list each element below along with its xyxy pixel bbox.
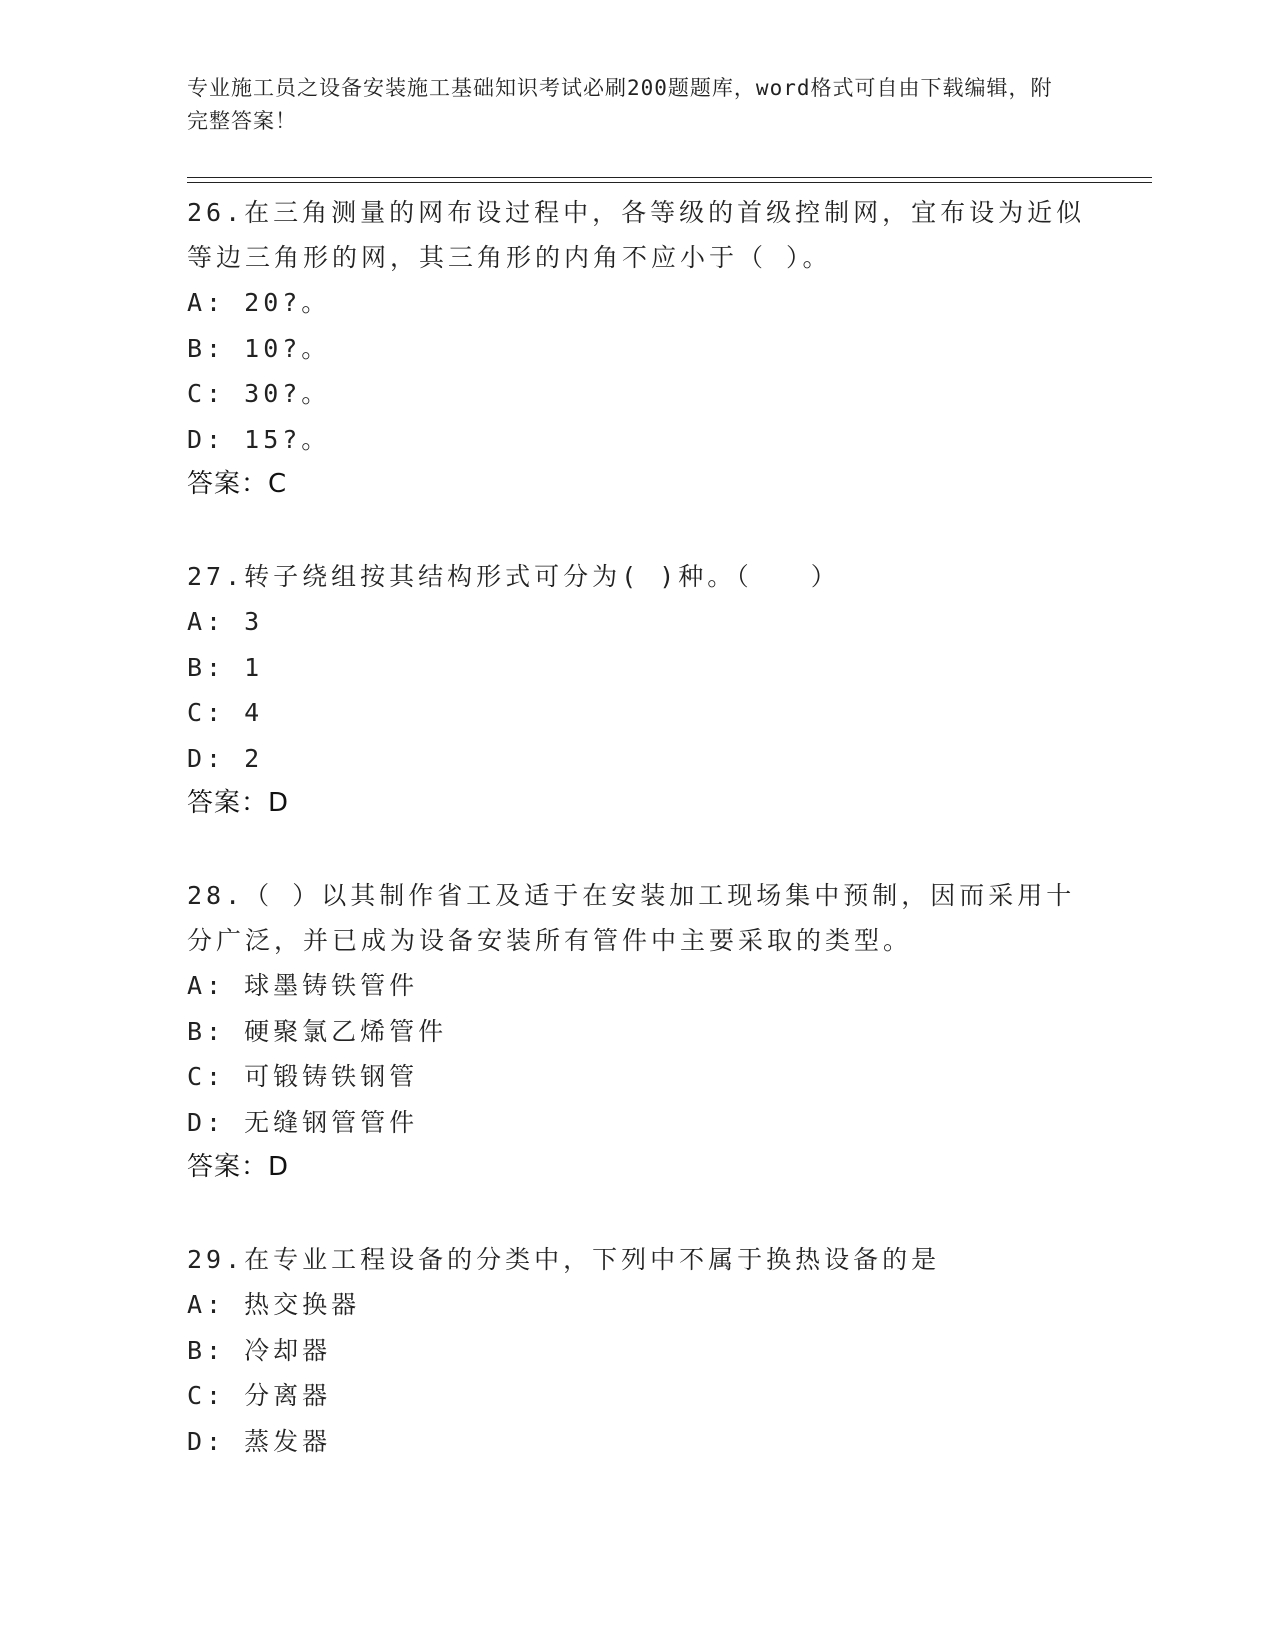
option-a: A: 球墨铸铁管件 (187, 971, 419, 1000)
option-a: A: 热交换器 (187, 1290, 361, 1319)
answer: 答案：D (187, 1152, 290, 1182)
question-stem: 26.在三角测量的网布设过程中，各等级的首级控制网，宜布设为近似等边三角形的网，其三角形的内角不应小于（ ）。 (187, 198, 1086, 272)
question-29 (187, 1237, 1087, 1464)
option-d: D: 15?。 (187, 424, 331, 454)
option-b: B: 1 (187, 652, 264, 682)
answer: 答案：D (187, 788, 290, 818)
header-divider-top (187, 177, 1152, 178)
option-c: C: 分离器 (187, 1381, 332, 1410)
question-27 (187, 554, 1087, 826)
option-c: C: 可锻铸铁钢管 (187, 1062, 419, 1091)
option-b: B: 冷却器 (187, 1335, 332, 1365)
option-c: C: 30?。 (187, 379, 331, 408)
question-28 (187, 873, 1087, 1190)
option-d: D: 蒸发器 (187, 1426, 332, 1456)
answer: 答案：C (187, 469, 288, 499)
option-b: B: 硬聚氯乙烯管件 (187, 1016, 448, 1046)
question-26 (187, 190, 1087, 507)
header-divider-bottom (187, 182, 1152, 183)
option-d: D: 2 (187, 743, 264, 773)
question-stem: 28.（ ）以其制作省工及适于在安装加工现场集中预制，因而采用十分广泛，并已成为设备安装所有管件中主要采取的类型。 (187, 881, 1076, 955)
option-c: C: 4 (187, 698, 264, 727)
question-stem: 27.转子绕组按其结构形式可分为( )种。（ ） (187, 562, 840, 591)
question-stem: 29.在专业工程设备的分类中，下列中不属于换热设备的是 (187, 1245, 941, 1274)
document-header: 专业施工员之设备安装施工基础知识考试必刷200题题库，word格式可自由下载编辑，附完整答案！ (187, 76, 1053, 133)
option-d: D: 无缝钢管管件 (187, 1107, 419, 1137)
option-b: B: 10?。 (187, 333, 331, 363)
question-list (187, 190, 1087, 1511)
option-a: A: 20?。 (187, 288, 331, 317)
option-a: A: 3 (187, 607, 264, 636)
